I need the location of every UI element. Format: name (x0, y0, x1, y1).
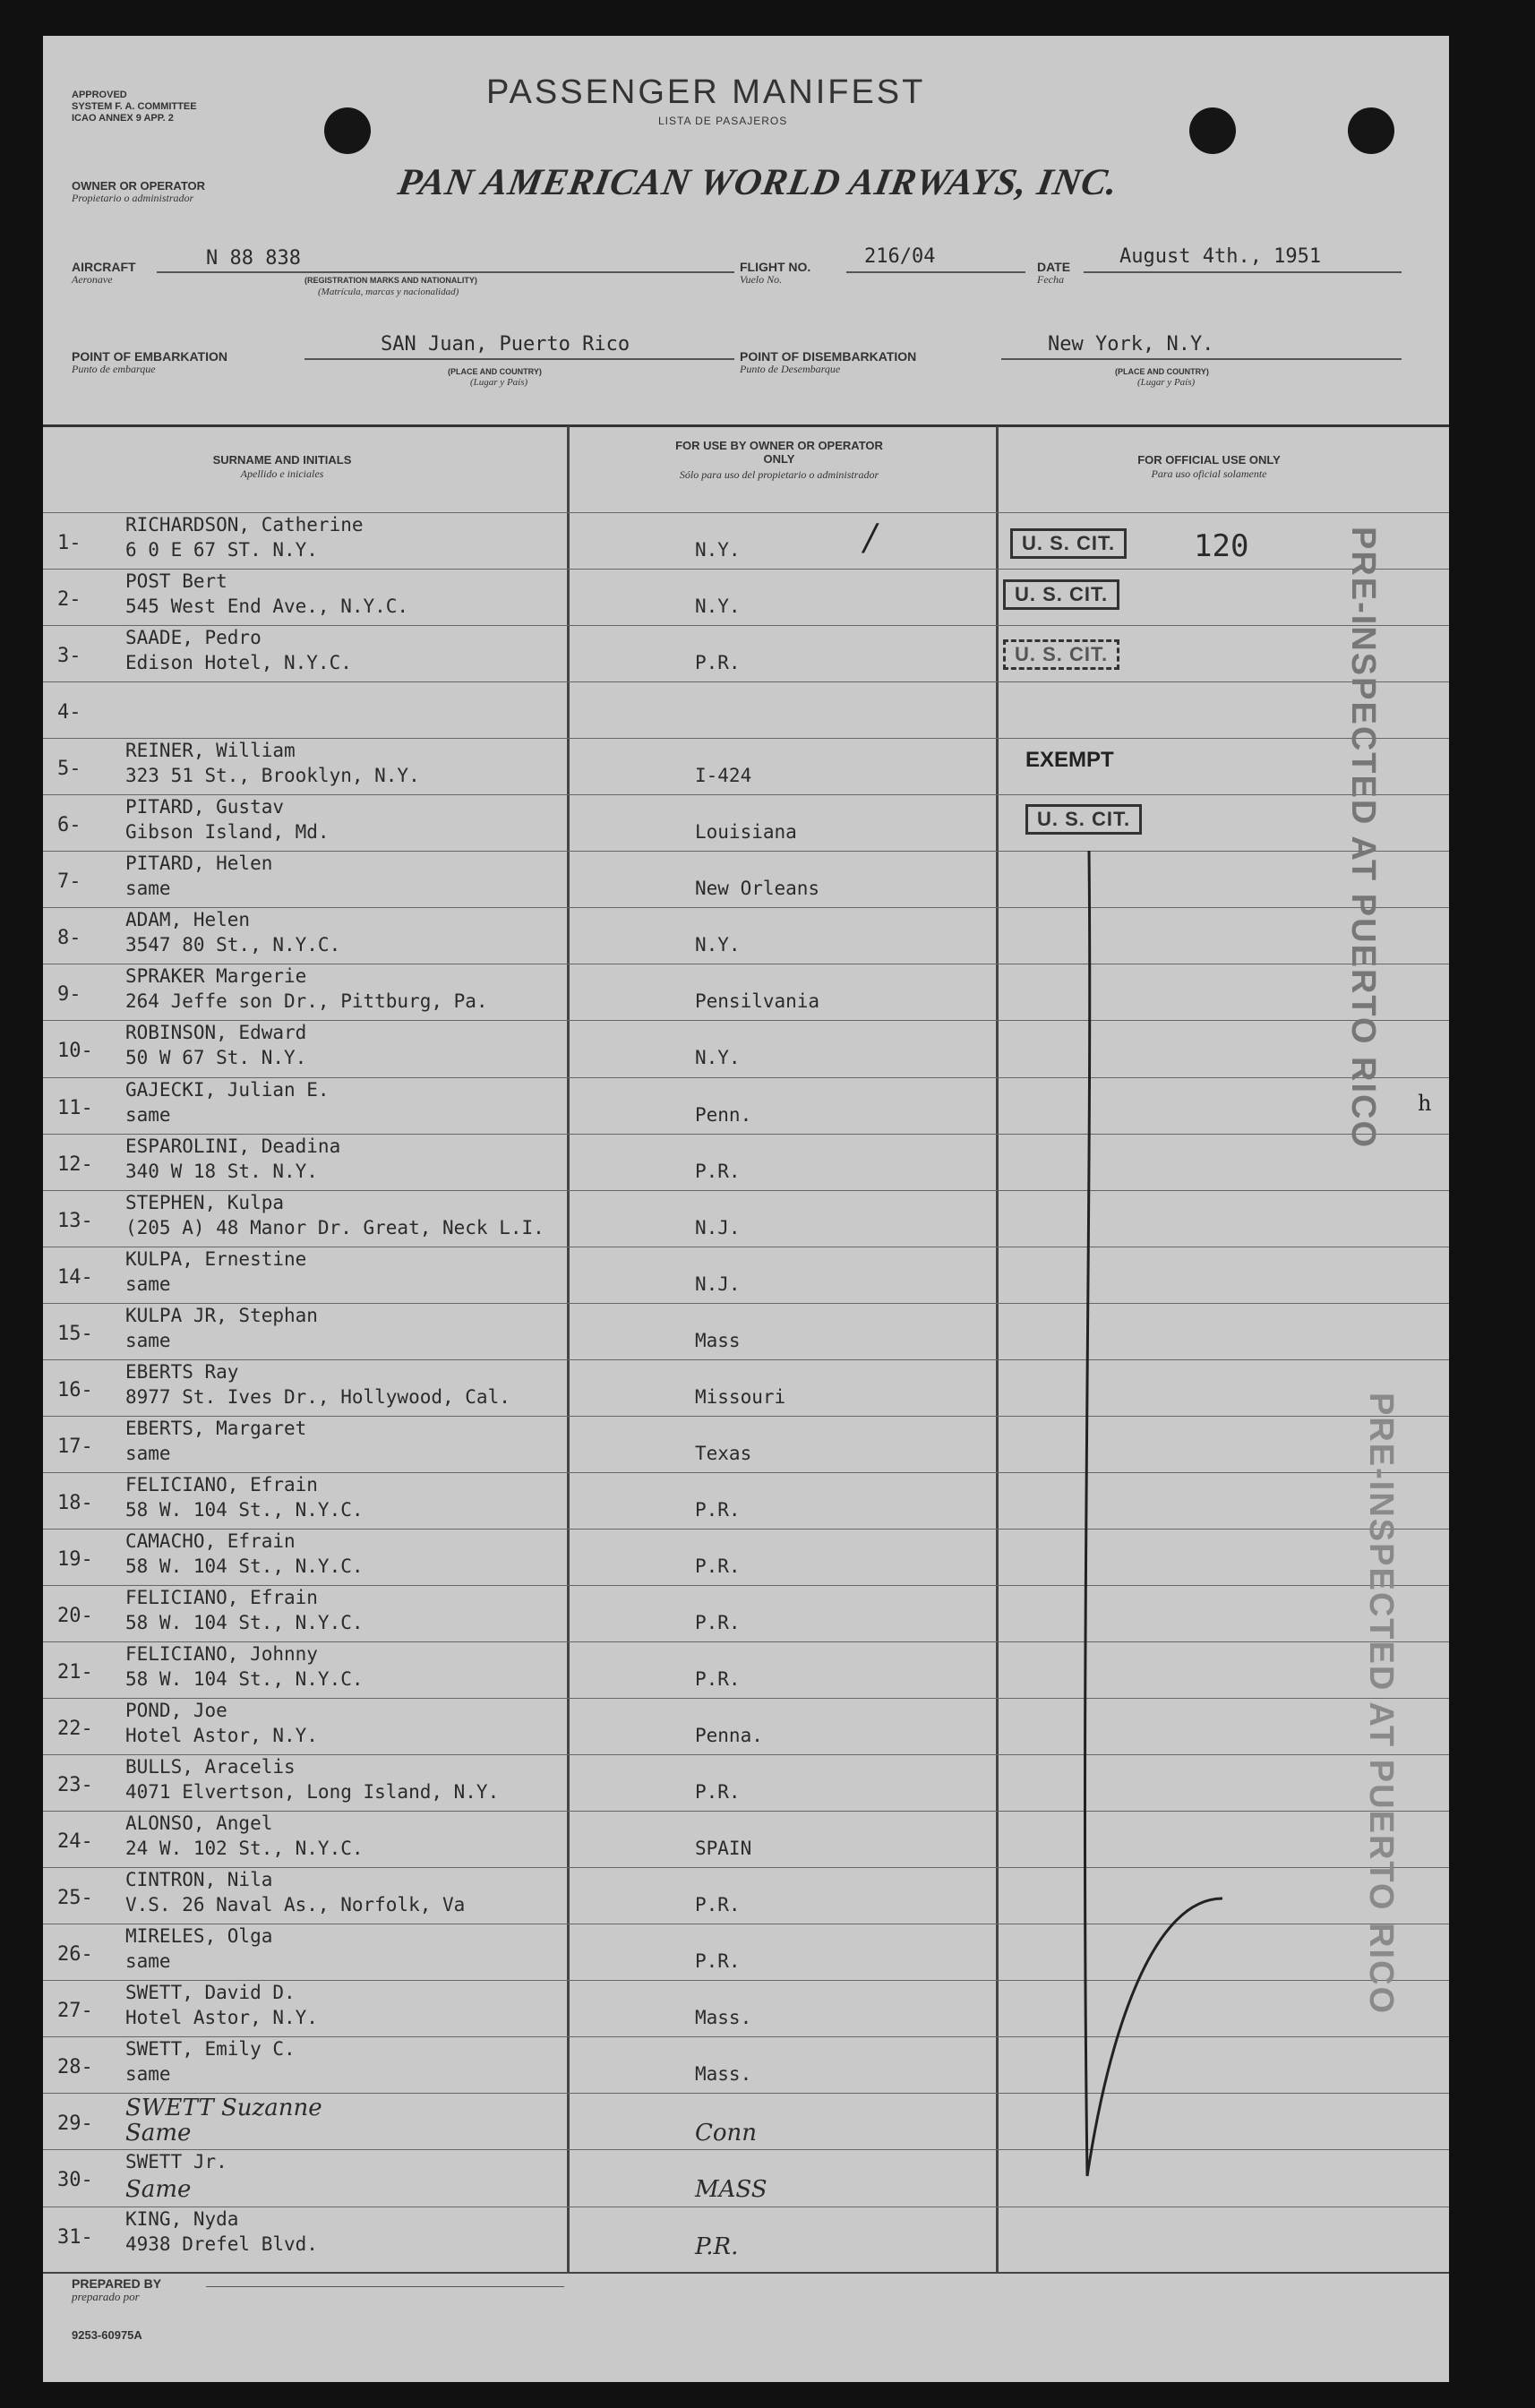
row-divider (43, 738, 1449, 739)
row-number: 31- (57, 2226, 93, 2249)
passenger-name: FELICIANO, Efrain (125, 1587, 318, 1608)
flight-value: 216/04 (864, 245, 936, 268)
passenger-address: same (125, 1273, 171, 1295)
row-number: 28- (57, 2056, 93, 2078)
row-divider (43, 1472, 1449, 1473)
passenger-state: Missouri (695, 1386, 786, 1408)
passenger-address: Hotel Astor, N.Y. (125, 1725, 318, 1746)
passenger-state: P.R. (695, 1950, 741, 1972)
passenger-state: P.R. (695, 1499, 741, 1521)
row-divider (43, 2036, 1449, 2037)
row-divider (43, 907, 1449, 908)
aircraft-value: N 88 838 (206, 247, 301, 270)
passenger-name: ESPAROLINI, Deadina (125, 1135, 341, 1157)
row-divider (43, 1867, 1449, 1868)
row-number: 25- (57, 1887, 93, 1909)
flight-label: FLIGHT NO. (740, 260, 811, 274)
row-divider (43, 1811, 1449, 1812)
passenger-state: N.Y. (695, 934, 741, 955)
us-cit-stamp: U. S. CIT. (1003, 579, 1119, 610)
passenger-name: ROBINSON, Edward (125, 1022, 307, 1043)
passenger-name: EBERTS Ray (125, 1361, 239, 1383)
passenger-address: 4938 Drefel Blvd. (125, 2233, 318, 2255)
passenger-name: STEPHEN, Kulpa (125, 1192, 285, 1213)
exempt-label: EXEMPT (1025, 748, 1114, 772)
prepared-by-line (206, 2286, 564, 2287)
approval-line: APPROVED (72, 90, 127, 100)
row-number: 3- (57, 645, 81, 667)
embarkation-label: POINT OF EMBARKATION (72, 349, 227, 364)
passenger-name: SWETT, Emily C. (125, 2038, 296, 2060)
punch-hole (1189, 107, 1236, 154)
passenger-state: P.R. (695, 1612, 741, 1633)
column-divider (996, 426, 999, 2273)
column-header-surname: SURNAME AND INITIALS (212, 453, 352, 467)
passenger-state: Mass. (695, 2063, 752, 2085)
row-number: 30- (57, 2169, 93, 2191)
passenger-state: P.R. (695, 1894, 741, 1915)
row-number: 26- (57, 1943, 93, 1966)
date-label-es: Fecha (1037, 273, 1064, 286)
passenger-name: CAMACHO, Efrain (125, 1530, 296, 1552)
passenger-state: SPAIN (695, 1838, 752, 1859)
passenger-address: same (125, 2063, 171, 2085)
embarkation-sub: (PLACE AND COUNTRY) (448, 367, 542, 376)
row-number: 11- (57, 1097, 93, 1119)
row-number: 20- (57, 1605, 93, 1627)
passenger-address: 50 W 67 St. N.Y. (125, 1047, 307, 1068)
passenger-state: N.Y. (695, 596, 741, 617)
passenger-state: P.R. (695, 2233, 739, 2260)
passenger-state: Mass. (695, 2007, 752, 2028)
passenger-address: 24 W. 102 St., N.Y.C. (125, 1838, 364, 1859)
row-divider (43, 625, 1449, 626)
date-underline (1084, 271, 1402, 273)
row-number: 13- (57, 1210, 93, 1232)
column-header-official: FOR OFFICIAL USE ONLY (1137, 453, 1281, 467)
embarkation-underline (304, 358, 734, 360)
passenger-name: SPRAKER Margerie (125, 965, 307, 987)
row-number: 4- (57, 701, 81, 724)
disembarkation-underline (1001, 358, 1402, 360)
row-divider (43, 1585, 1449, 1586)
tick-mark: / (864, 518, 877, 559)
passenger-name: FELICIANO, Efrain (125, 1474, 318, 1495)
aircraft-label-es: Aeronave (72, 273, 113, 286)
disembarkation-label-es: Punto de Desembarque (740, 363, 841, 375)
embarkation-value: SAN Juan, Puerto Rico (381, 333, 630, 356)
us-cit-stamp: U. S. CIT. (1003, 639, 1119, 670)
row-number: 2- (57, 588, 81, 611)
column-header-operator-es: Sólo para uso del propietario o administrador (679, 468, 879, 481)
row-number: 19- (57, 1548, 93, 1571)
passenger-address: 58 W. 104 St., N.Y.C. (125, 1555, 364, 1577)
passenger-state: N.Y. (695, 539, 741, 561)
passenger-name: SAADE, Pedro (125, 627, 262, 648)
passenger-state: Louisiana (695, 821, 797, 843)
passenger-state: I-424 (695, 765, 752, 786)
passenger-address: same (125, 1443, 171, 1464)
passenger-address: 323 51 St., Brooklyn, N.Y. (125, 765, 420, 786)
passenger-address: 6 0 E 67 ST. N.Y. (125, 539, 318, 561)
row-divider (43, 1416, 1449, 1417)
passenger-name: MIRELES, Olga (125, 1925, 273, 1947)
passenger-name: PITARD, Gustav (125, 796, 285, 818)
row-number: 9- (57, 983, 81, 1006)
passenger-name: FELICIANO, Johnny (125, 1643, 318, 1665)
row-divider (43, 1020, 1449, 1021)
passenger-name: RICHARDSON, Catherine (125, 514, 364, 536)
row-number: 7- (57, 870, 81, 893)
pre-inspected-stamp: PRE-INSPECTED AT PUERTO RICO (1344, 527, 1382, 1150)
passenger-name: EBERTS, Margaret (125, 1418, 307, 1439)
passenger-state: Mass (695, 1330, 741, 1351)
passenger-name: PITARD, Helen (125, 853, 273, 874)
row-number: 14- (57, 1266, 93, 1289)
aircraft-label: AIRCRAFT (72, 260, 136, 274)
row-divider (43, 851, 1449, 852)
passenger-state: N.J. (695, 1273, 741, 1295)
row-number: 27- (57, 2000, 93, 2022)
table-bottom-border (43, 2272, 1449, 2274)
passenger-address: Edison Hotel, N.Y.C. (125, 652, 352, 673)
row-divider (43, 1077, 1449, 1078)
passenger-name: SWETT Suzanne (125, 2095, 322, 2121)
passenger-name: SWETT, David D. (125, 1982, 296, 2003)
passenger-address: 3547 80 St., N.Y.C. (125, 934, 341, 955)
us-cit-stamp: U. S. CIT. (1025, 804, 1142, 835)
row-divider (43, 1529, 1449, 1530)
punch-hole (324, 107, 371, 154)
row-number: 8- (57, 927, 81, 949)
passenger-address: same (125, 1330, 171, 1351)
row-divider (43, 1754, 1449, 1755)
embarkation-sub-es: (Lugar y País) (470, 377, 528, 388)
passenger-address: 58 W. 104 St., N.Y.C. (125, 1668, 364, 1690)
column-header-official-es: Para uso oficial solamente (1151, 467, 1267, 480)
row-divider (43, 2093, 1449, 2094)
flight-underline (846, 271, 1025, 273)
passenger-name: CINTRON, Nila (125, 1869, 273, 1890)
margin-mark: h (1418, 1091, 1432, 1116)
passenger-address: Same (125, 2120, 192, 2147)
passenger-state: P.R. (695, 1668, 741, 1690)
us-cit-stamp: U. S. CIT. (1010, 528, 1127, 559)
passenger-address: Hotel Astor, N.Y. (125, 2007, 318, 2028)
passenger-address: 58 W. 104 St., N.Y.C. (125, 1499, 364, 1521)
aircraft-sub-es: (Matrícula, marcas y nacionalidad) (318, 287, 459, 297)
pre-inspected-stamp: PRE-INSPECTED AT PUERTO RICO (1362, 1393, 1400, 2016)
row-divider (43, 794, 1449, 795)
row-divider (43, 681, 1449, 682)
prepared-by-label-es: preparado por (72, 2290, 140, 2303)
row-number: 23- (57, 1774, 93, 1796)
row-divider (43, 1303, 1449, 1304)
owner-label: OWNER OR OPERATOR (72, 179, 206, 193)
table-top-border (43, 424, 1449, 427)
official-count: 120 (1194, 528, 1249, 564)
column-divider (567, 426, 570, 2273)
row-divider (43, 1190, 1449, 1191)
passenger-name: GAJECKI, Julian E. (125, 1079, 330, 1101)
passenger-name: REINER, William (125, 740, 296, 761)
passenger-address: 264 Jeffe son Dr., Pittburg, Pa. (125, 990, 488, 1012)
row-divider (43, 1698, 1449, 1699)
passenger-state: Penna. (695, 1725, 763, 1746)
disembarkation-value: New York, N.Y. (1048, 333, 1214, 356)
row-divider (43, 1641, 1449, 1642)
embarkation-label-es: Punto de embarque (72, 363, 156, 375)
form-number: 9253-60975A (72, 2328, 142, 2342)
passenger-state: Penn. (695, 1104, 752, 1126)
passenger-name: BULLS, Aracelis (125, 1756, 296, 1778)
page-subtitle: LISTA DE PASAJEROS (658, 115, 788, 127)
page-title: PASSENGER MANIFEST (486, 73, 926, 111)
row-number: 16- (57, 1379, 93, 1401)
passenger-name: KING, Nyda (125, 2208, 239, 2230)
column-header-surname-es: Apellido e iniciales (240, 467, 324, 480)
passenger-state: P.R. (695, 1161, 741, 1182)
passenger-address: Same (125, 2176, 192, 2203)
punch-hole (1348, 107, 1394, 154)
passenger-state: MASS (695, 2176, 768, 2203)
row-number: 24- (57, 1830, 93, 1853)
passenger-name: KULPA, Ernestine (125, 1248, 307, 1270)
row-number: 17- (57, 1435, 93, 1458)
row-number: 21- (57, 1661, 93, 1684)
row-divider (43, 1359, 1449, 1360)
flight-label-es: Vuelo No. (740, 273, 783, 286)
passenger-state: P.R. (695, 1781, 741, 1803)
passenger-state: Texas (695, 1443, 752, 1464)
passenger-name: POND, Joe (125, 1700, 227, 1721)
row-number: 10- (57, 1040, 93, 1062)
row-divider (43, 2149, 1449, 2150)
owner-label-es: Propietario o administrador (72, 192, 194, 204)
date-label: DATE (1037, 260, 1071, 274)
row-number: 22- (57, 1718, 93, 1740)
passenger-address: 58 W. 104 St., N.Y.C. (125, 1612, 364, 1633)
approval-block (72, 90, 197, 124)
passenger-state: P.R. (695, 652, 741, 673)
row-divider (43, 512, 1449, 513)
approval-line: ICAO ANNEX 9 APP. 2 (72, 113, 174, 124)
disembarkation-sub: (PLACE AND COUNTRY) (1115, 367, 1209, 376)
row-number: 12- (57, 1153, 93, 1176)
approval-line: SYSTEM F. A. COMMITTEE (72, 101, 197, 112)
aircraft-underline (157, 271, 734, 273)
passenger-address: same (125, 878, 171, 899)
passenger-address: (205 A) 48 Manor Dr. Great, Neck L.I. (125, 1217, 545, 1238)
passenger-name: ALONSO, Angel (125, 1812, 273, 1834)
row-number: 29- (57, 2112, 93, 2135)
passenger-name: SWETT Jr. (125, 2151, 227, 2172)
passenger-name: KULPA JR, Stephan (125, 1305, 318, 1326)
row-number: 18- (57, 1492, 93, 1514)
passenger-address: 8977 St. Ives Dr., Hollywood, Cal. (125, 1386, 510, 1408)
passenger-name: POST Bert (125, 570, 227, 592)
passenger-state: N.J. (695, 1217, 741, 1238)
row-divider (43, 1980, 1449, 1981)
date-value: August 4th., 1951 (1119, 245, 1322, 268)
row-number: 15- (57, 1323, 93, 1345)
passenger-name: ADAM, Helen (125, 909, 251, 930)
aircraft-sub: (REGISTRATION MARKS AND NATIONALITY) (304, 276, 477, 285)
column-header-operator: FOR USE BY OWNER OR OPERATOR ONLY (675, 439, 883, 466)
check-pen-line (1057, 833, 1236, 2212)
passenger-address: same (125, 1104, 171, 1126)
passenger-address: 545 West End Ave., N.Y.C. (125, 596, 409, 617)
row-divider (43, 569, 1449, 570)
passenger-state: Conn (695, 2120, 758, 2147)
passenger-address: 340 W 18 St. N.Y. (125, 1161, 318, 1182)
prepared-by-label: PREPARED BY (72, 2276, 162, 2291)
row-number: 1- (57, 532, 81, 554)
passenger-address: Gibson Island, Md. (125, 821, 330, 843)
passenger-address: 4071 Elvertson, Long Island, N.Y. (125, 1781, 500, 1803)
disembarkation-label: POINT OF DISEMBARKATION (740, 349, 917, 364)
passenger-state: New Orleans (695, 878, 820, 899)
passenger-state: P.R. (695, 1555, 741, 1577)
passenger-address: V.S. 26 Naval As., Norfolk, Va (125, 1894, 466, 1915)
row-divider (43, 1134, 1449, 1135)
passenger-state: Pensilvania (695, 990, 820, 1012)
passenger-state: N.Y. (695, 1047, 741, 1068)
row-number: 6- (57, 814, 81, 836)
row-number: 5- (57, 758, 81, 780)
disembarkation-sub-es: (Lugar y País) (1137, 377, 1196, 388)
company-name: PAN AMERICAN WORLD AIRWAYS, INC. (394, 162, 1122, 203)
passenger-address: same (125, 1950, 171, 1972)
